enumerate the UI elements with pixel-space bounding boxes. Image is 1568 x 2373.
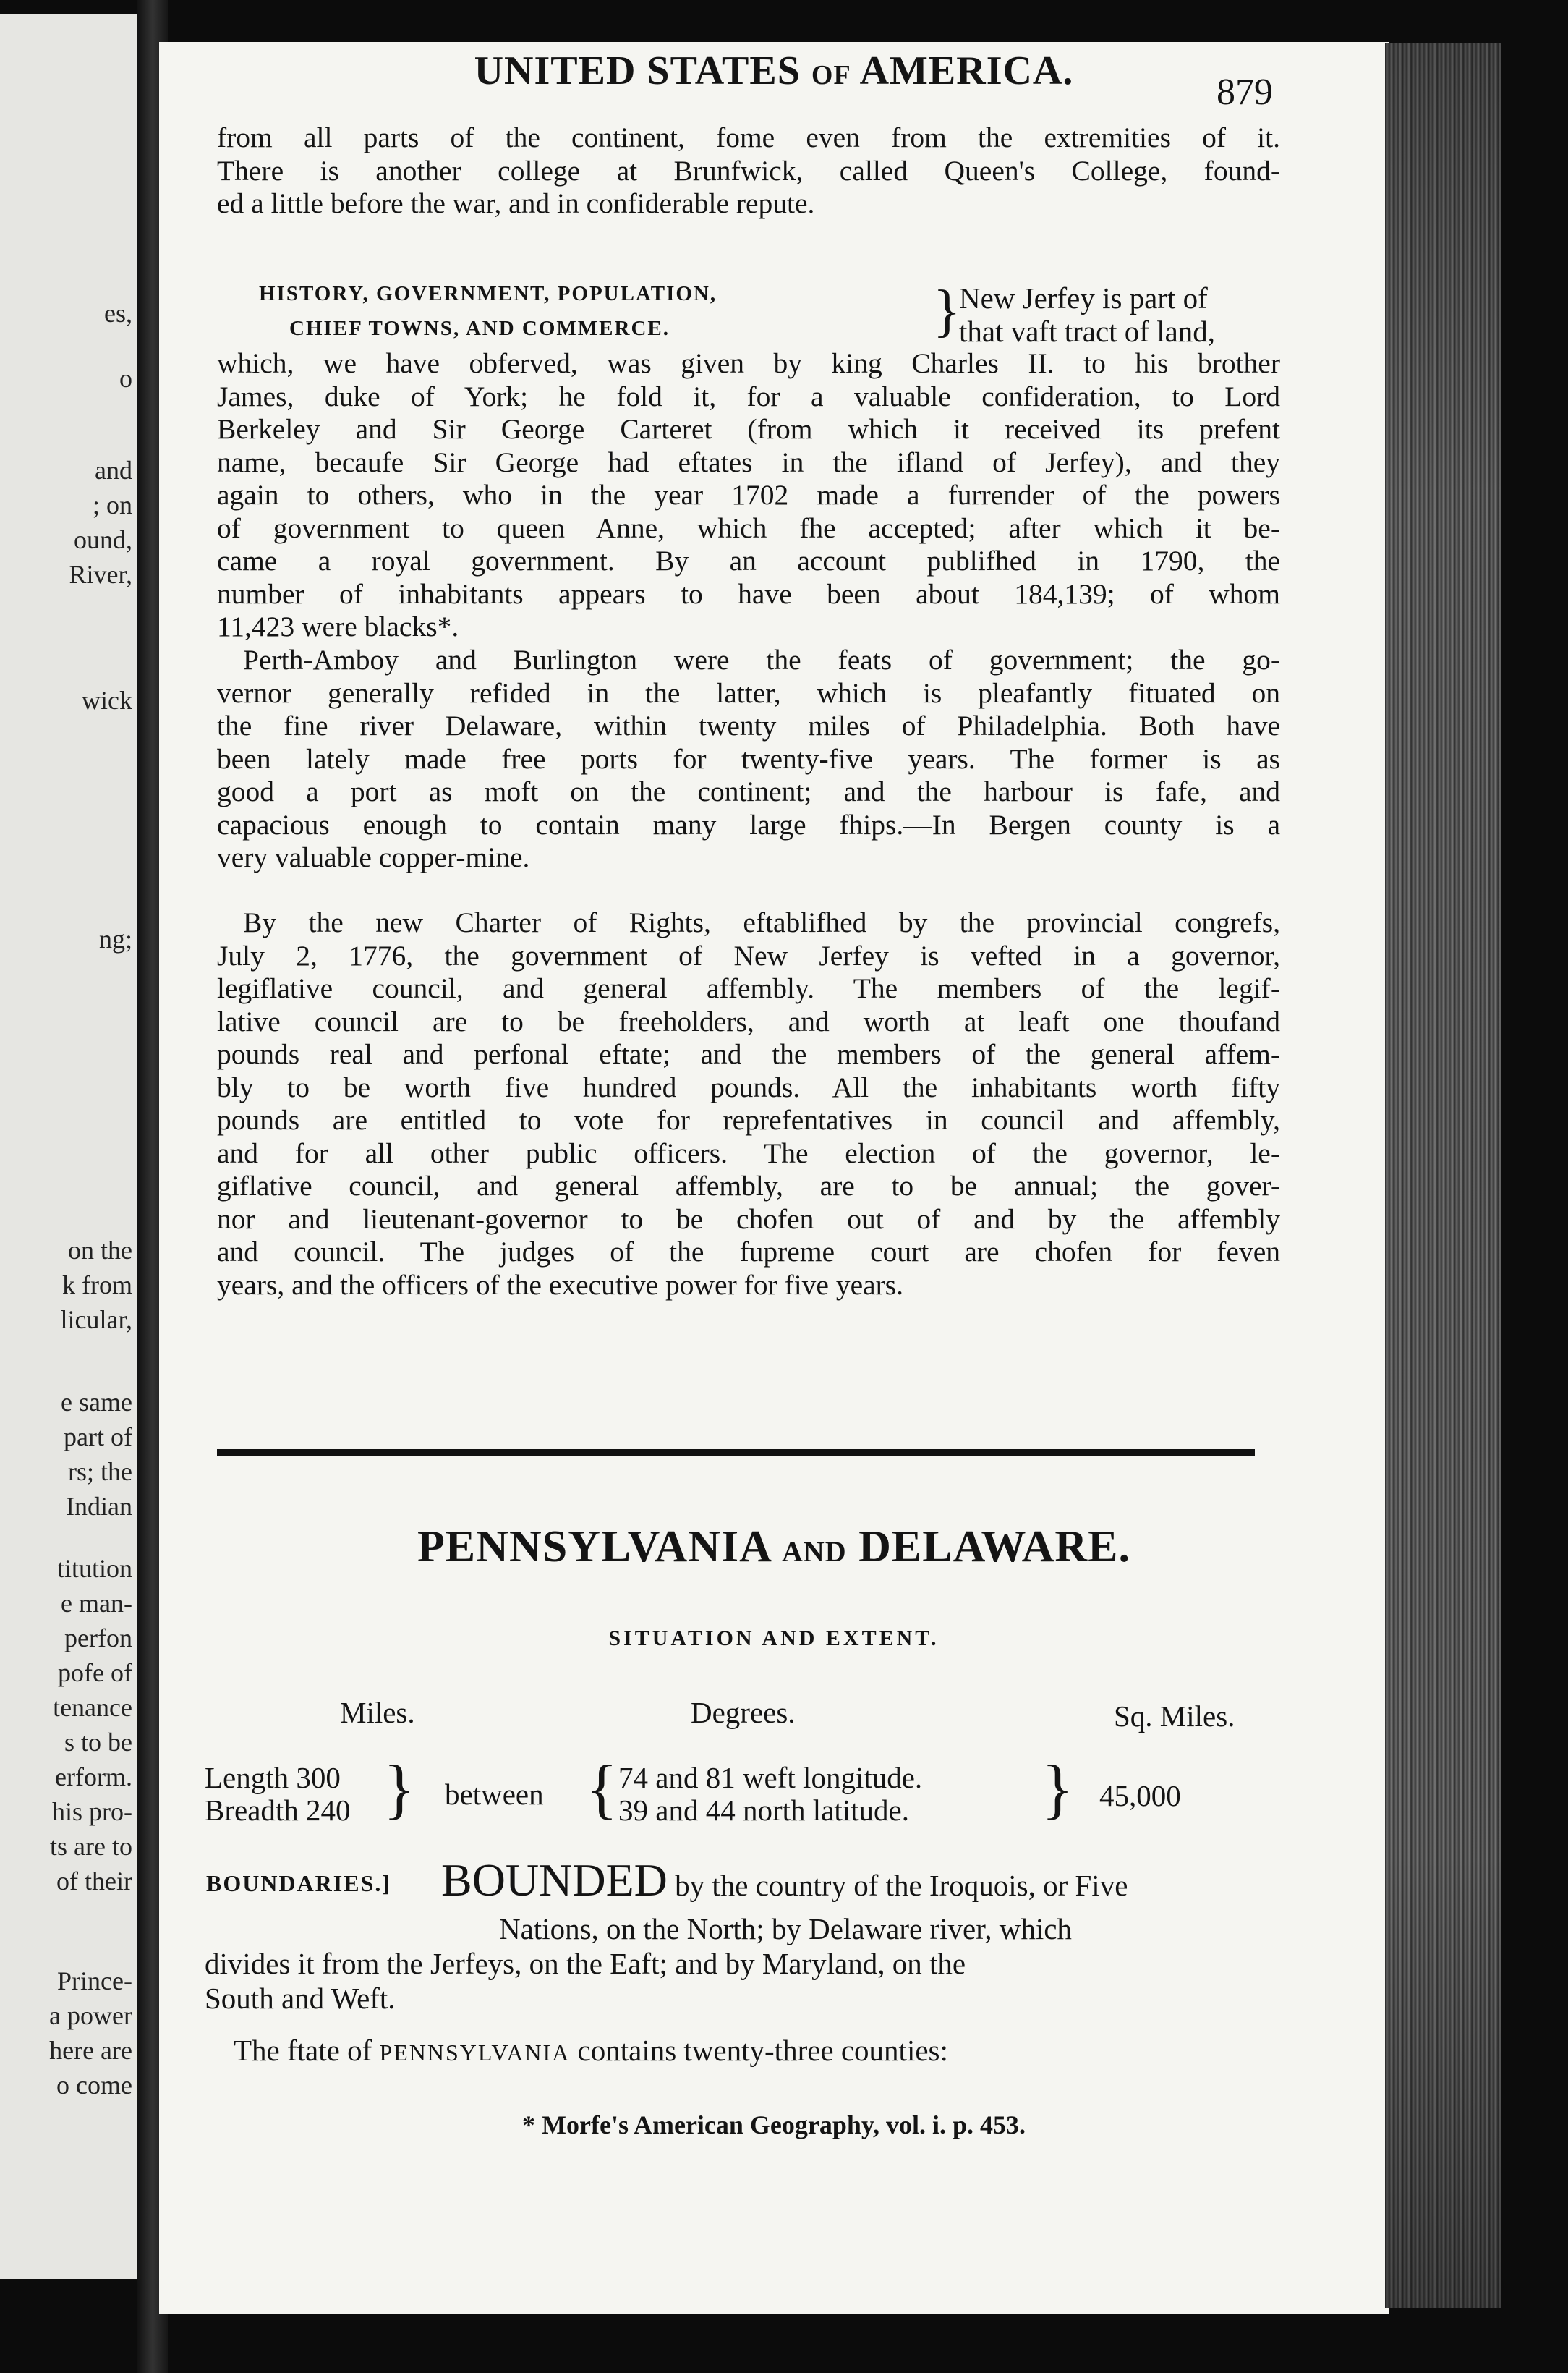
text-line: pounds are entitled to vote for reprefentatives in council and affembly, xyxy=(217,1104,1280,1136)
text-line: 11,423 were blacks*. xyxy=(217,611,459,642)
facing-page-fragment: River, xyxy=(69,560,132,589)
paragraph-college xyxy=(217,122,1280,221)
facing-page-fragment: part of xyxy=(64,1422,132,1451)
boundaries-line-3: divides it from the Jerfeys, on the Eaft; and by Maryland, on the xyxy=(205,1947,966,1980)
text-line: number of inhabitants appears to have been about 184,139; of whom xyxy=(217,577,1280,610)
brace-degrees-close: } xyxy=(1041,1752,1074,1825)
section-rule xyxy=(217,1449,1255,1456)
facing-page-fragment: es, xyxy=(104,299,132,328)
text-line: Berkeley and Sir George Carteret (from which it received its prefent xyxy=(217,413,1280,445)
facing-page-fragment: wick xyxy=(82,686,132,715)
facing-page-fragment: rs; the xyxy=(68,1457,132,1486)
facing-page-fragment: erform. xyxy=(55,1762,132,1791)
facing-page-fragment: ng; xyxy=(98,925,132,954)
text-line: very valuable copper-mine. xyxy=(217,841,530,873)
facing-page-fragment: o xyxy=(119,364,132,393)
running-head: UNITED STATES OF AMERICA. xyxy=(474,48,1074,93)
text-line: bly to be worth five hundred pounds. All the inhabitants worth fifty xyxy=(217,1071,1280,1103)
text-line: the fine river Delaware, within twenty miles of Philadelphia. Both have xyxy=(217,710,1280,742)
facing-page-fragment: o come xyxy=(56,2071,132,2100)
text-line: nor and lieutenant-governor to be chofen out of and by the affembly xyxy=(217,1202,1280,1235)
facing-page-fragment: on the xyxy=(68,1236,132,1265)
facing-page-fragment: perfon xyxy=(64,1623,132,1652)
facing-page-fragment: Prince- xyxy=(57,1966,132,1995)
length-value: Length 300 xyxy=(205,1761,341,1794)
facing-page-fragment: licular, xyxy=(60,1305,132,1334)
text-line: which, we have obferved, was given by king Charles II. to his brother xyxy=(217,347,1280,379)
facing-page-fragment: titution xyxy=(56,1554,132,1583)
brace-miles: } xyxy=(383,1752,416,1825)
boundaries-line-1: BOUNDED by the country of the Iroquois, or Five xyxy=(441,1854,1128,1906)
text-line: ed a little before the war, and in confiderable repute. xyxy=(217,187,815,219)
facing-page-fragment: e same xyxy=(61,1388,132,1417)
text-line: years, and the officers of the executive power for five years. xyxy=(217,1268,904,1301)
facing-page-fragment: Indian xyxy=(66,1492,132,1521)
text-line: lative council are to be freeholders, and worth at leaft one thoufand xyxy=(217,1005,1280,1037)
latitude-range: 39 and 44 north latitude. xyxy=(618,1793,909,1827)
sidehead-brace: } xyxy=(933,279,961,343)
text-line: legiflative council, and general affembly. The members of the legif- xyxy=(217,972,1280,1004)
book-page xyxy=(159,42,1389,2314)
text-line: of government to queen Anne, which fhe accepted; after which it be- xyxy=(217,511,1280,544)
text-line: vernor generally refided in the latter, which is pleafantly fituated on xyxy=(217,676,1280,709)
facing-page-fragment: his pro- xyxy=(52,1797,132,1826)
text-line: capacious enough to contain many large fhips.—In Bergen county is a xyxy=(217,808,1280,841)
text-line: James, duke of York; he fold it, for a valuable confideration, to Lord xyxy=(217,380,1280,412)
paragraph-history-start-1: New Jerfey is part of xyxy=(959,281,1208,315)
text-line: came a royal government. By an account publifhed in 1790, the xyxy=(217,545,1280,577)
facing-page-left xyxy=(0,14,141,2279)
boundaries-label: BOUNDARIES.] xyxy=(206,1870,392,1896)
text-line: name, becaufe Sir George had eftates in the ifland of Jerfey), and they xyxy=(217,446,1280,478)
text-line: and council. The judges of the fupreme court are chofen for feven xyxy=(217,1236,1280,1268)
section-title: PENNSYLVANIA AND DELAWARE. xyxy=(417,1522,1131,1571)
text-line: and for all other public officers. The election of the governor, le- xyxy=(217,1137,1280,1169)
col-sqmiles-heading: Sq. Miles. xyxy=(1114,1699,1235,1733)
text-line: Perth-Amboy and Burlington were the feats of government; the go- xyxy=(243,644,1280,676)
facing-page-fragment: ound, xyxy=(74,525,132,554)
facing-page-fragment: s to be xyxy=(64,1728,132,1757)
text-line: July 2, 1776, the government of New Jerfey is vefted in a governor, xyxy=(217,939,1280,972)
facing-page-fragment: of their xyxy=(56,1867,132,1896)
sidehead-history: HISTORY, GOVERNMENT, POPULATION, xyxy=(259,282,717,305)
facing-page-fragment: e man- xyxy=(61,1589,132,1618)
brace-degrees-open: { xyxy=(586,1752,618,1825)
facing-page-fragment: a power xyxy=(49,2001,132,2030)
col-miles-heading: Miles. xyxy=(340,1696,415,1729)
footnote: * Morfe's American Geography, vol. i. p. 453. xyxy=(522,2110,1026,2139)
text-line: giflative council, and general affembly, are to be annual; the gover- xyxy=(217,1170,1280,1202)
paragraph-charter xyxy=(217,907,1280,1302)
text-line: been lately made free ports for twenty-five years. The former is as xyxy=(217,742,1280,775)
between-label: between xyxy=(445,1778,544,1811)
facing-page-fragment: ts are to xyxy=(50,1832,132,1861)
area-value: 45,000 xyxy=(1099,1779,1181,1812)
facing-page-fragment: and xyxy=(95,456,132,485)
text-line: from all parts of the continent, fome even from the extremities of it. xyxy=(217,122,1280,153)
facing-page-fragment: ; on xyxy=(92,491,132,519)
facing-page-fragment: here are xyxy=(49,2036,132,2065)
paragraph-towns xyxy=(217,644,1280,875)
facing-page-fragment: k from xyxy=(62,1270,132,1299)
sidehead-towns: CHIEF TOWNS, AND COMMERCE. xyxy=(289,317,670,340)
situation-heading: SITUATION AND EXTENT. xyxy=(608,1626,939,1650)
text-line: There is another college at Brunfwick, called Queen's College, found- xyxy=(217,154,1280,187)
facing-page-fragment: pofe of xyxy=(58,1658,132,1687)
counties-line: The ftate of PENNSYLVANIA contains twenty-three counties: xyxy=(234,2034,948,2067)
boundaries-line-2: Nations, on the North; by Delaware river, which xyxy=(499,1912,1072,1945)
text-line: again to others, who in the year 1702 made a furrender of the powers xyxy=(217,479,1280,511)
boundaries-line-4: South and Weft. xyxy=(205,1982,396,2015)
paragraph-history xyxy=(217,347,1280,644)
col-degrees-heading: Degrees. xyxy=(691,1696,796,1729)
breadth-value: Breadth 240 xyxy=(205,1793,351,1827)
longitude-range: 74 and 81 weft longitude. xyxy=(618,1761,923,1794)
facing-page-fragment: tenance xyxy=(53,1693,132,1722)
paragraph-history-start-2: that vaft tract of land, xyxy=(959,315,1216,348)
page-number: 879 xyxy=(1217,72,1273,113)
text-line: good a port as moft on the continent; and the harbour is fafe, and xyxy=(217,776,1280,807)
text-line: By the new Charter of Rights, eftablifhed by the provincial congrefs, xyxy=(243,907,1280,938)
page-edges-shade xyxy=(1385,43,1501,2308)
text-line: pounds real and perfonal eftate; and the members of the general affem- xyxy=(217,1038,1280,1070)
